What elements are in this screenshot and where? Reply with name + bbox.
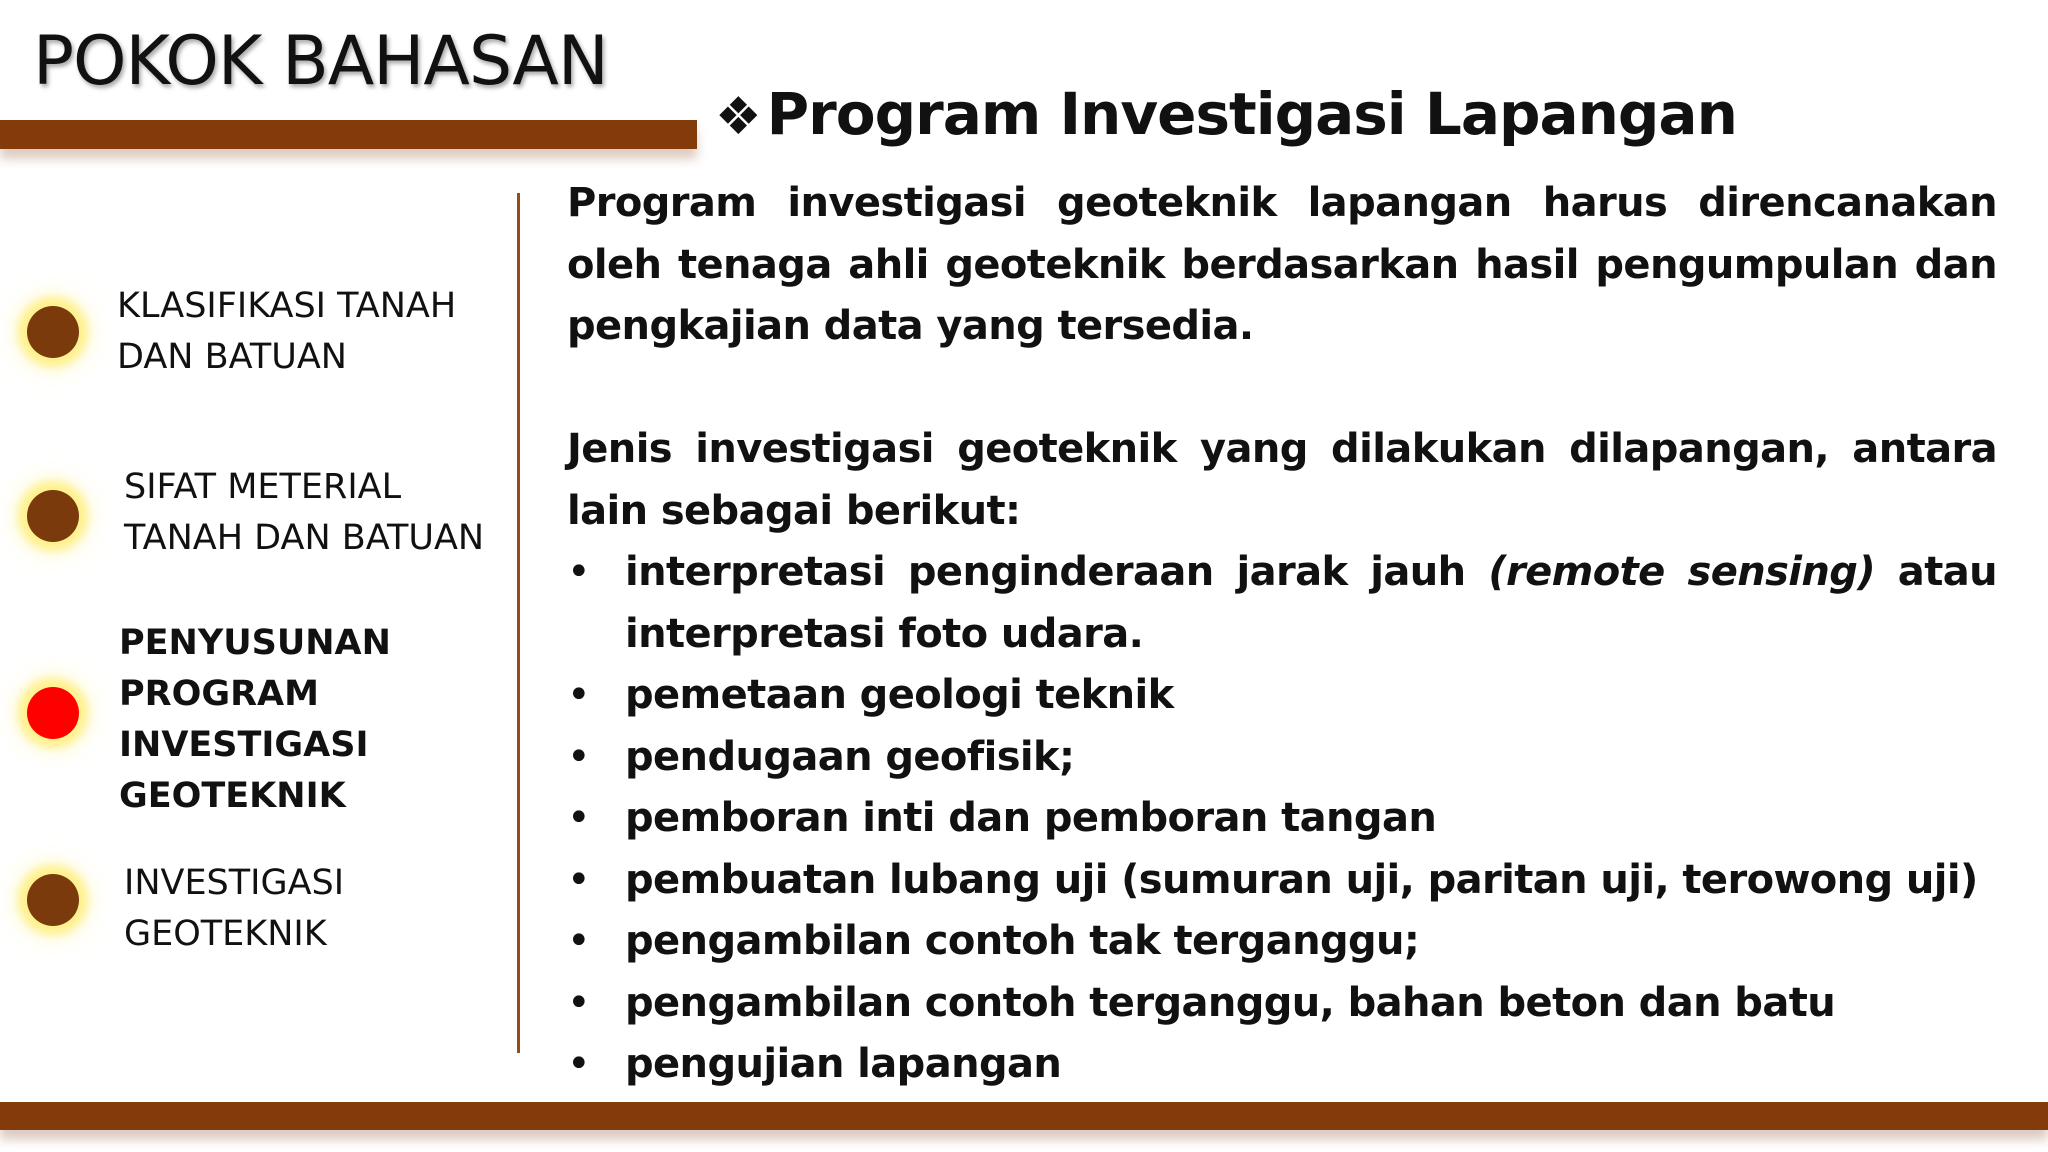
list-item: • pembuatan lubang uji (sumuran uji, paritan uji, terowong uji) <box>567 850 1997 912</box>
bullet-dot-icon <box>27 306 79 358</box>
list-item: • pendugaan geofisik; <box>567 727 1997 789</box>
intro-paragraph: Program investigasi geoteknik lapangan harus direncanakan oleh tenaga ahli geoteknik berdasarkan hasil pengumpulan dan pengkajian data yang tersedia. <box>567 180 1997 349</box>
footer-bar <box>0 1102 2048 1130</box>
sidebar-item-label: PENYUSUNAN PROGRAM INVESTIGASI GEOTEKNIK <box>119 623 391 816</box>
bullet-dot-icon <box>27 874 79 926</box>
types-paragraph: Jenis investigasi geoteknik yang dilakukan dilapangan, antara lain sebagai berikut: <box>567 426 1997 534</box>
list-item: • pengujian lapangan <box>567 1034 1997 1096</box>
investigation-list <box>567 542 1997 1096</box>
sidebar-item-label: INVESTIGASI GEOTEKNIK <box>124 863 345 954</box>
bullet-dot-icon <box>27 490 79 542</box>
header-title: POKOK BAHASAN <box>33 22 608 101</box>
header-bar <box>0 120 697 149</box>
section-title <box>715 80 1737 148</box>
list-item: • pengambilan contoh tak terganggu; <box>567 911 1997 973</box>
list-item: • interpretasi penginderaan jarak jauh (remote sensing) atau interpretasi foto udara. <box>567 542 1997 665</box>
sidebar-item-label: KLASIFIKASI TANAH DAN BATUAN <box>117 286 457 377</box>
list-item: • pemetaan geologi teknik <box>567 665 1997 727</box>
list-item: • pengambilan contoh terganggu, bahan beton dan batu <box>567 973 1997 1035</box>
list-item: • pemboran inti dan pemboran tangan <box>567 788 1997 850</box>
main-content <box>567 173 1997 1096</box>
section-title-text: Program Investigasi Lapangan <box>766 80 1737 148</box>
diamond-bullet-icon: ❖ <box>715 87 761 147</box>
vertical-divider <box>517 193 520 1053</box>
sidebar-item-label: SIFAT METERIAL TANAH DAN BATUAN <box>124 467 485 558</box>
active-bullet-dot-icon <box>27 687 79 739</box>
